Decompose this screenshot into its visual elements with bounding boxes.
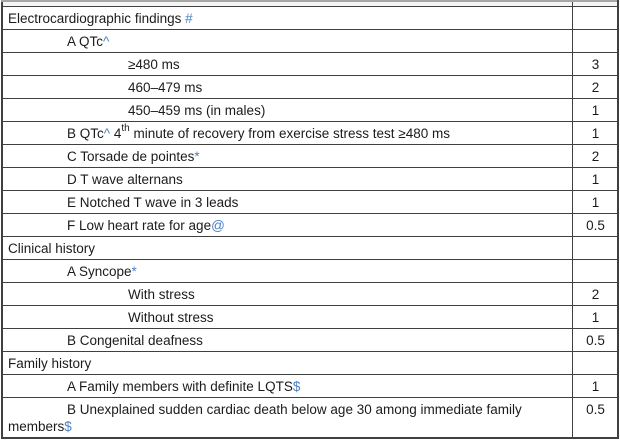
criterion-cell xyxy=(2,29,573,52)
criterion-text: B Congenital deafness xyxy=(67,332,203,348)
criterion-cell xyxy=(2,144,573,167)
criterion-text: With stress xyxy=(128,286,195,302)
criterion-text: ≥480 ms xyxy=(128,56,180,72)
points-cell: 1 xyxy=(573,121,619,144)
points-cell: 3 xyxy=(573,52,619,75)
points-cell xyxy=(573,6,619,29)
points-cell: 1 xyxy=(573,305,619,328)
criterion-text: 450–459 ms (in males) xyxy=(128,102,266,118)
criterion-cell xyxy=(2,213,573,236)
footnote-symbol: $ xyxy=(292,378,301,394)
criterion-text: A QTc xyxy=(67,33,104,49)
table-row xyxy=(2,144,618,167)
table-row xyxy=(2,75,618,98)
table-row xyxy=(2,397,618,438)
table-row xyxy=(2,121,618,144)
points-cell: 1 xyxy=(573,167,619,190)
table-row xyxy=(2,190,618,213)
table-row xyxy=(2,98,618,121)
footnote-symbol: ^ xyxy=(103,33,110,49)
criterion-text: 4 xyxy=(110,125,122,141)
points-cell: 2 xyxy=(573,75,619,98)
table-row xyxy=(2,328,618,351)
footnote-symbol: # xyxy=(185,10,193,26)
criterion-cell xyxy=(2,52,573,75)
points-cell: 0.5 xyxy=(573,397,619,438)
points-cell: 1 xyxy=(573,374,619,397)
table-row xyxy=(2,167,618,190)
criterion-text: Electrocardiographic findings xyxy=(8,10,186,26)
table-row xyxy=(2,52,618,75)
criterion-text: F Low heart rate for age xyxy=(67,217,212,233)
criterion-cell xyxy=(2,6,573,29)
criterion-cell xyxy=(2,236,573,259)
table-row xyxy=(2,213,618,236)
criterion-cell xyxy=(2,75,573,98)
points-cell: 0.5 xyxy=(573,213,619,236)
footnote-symbol: * xyxy=(194,148,200,164)
criterion-text: Without stress xyxy=(128,309,214,325)
points-cell xyxy=(573,259,619,282)
criterion-text: Clinical history xyxy=(8,240,96,256)
table-row xyxy=(2,259,618,282)
table-row xyxy=(2,29,618,52)
criterion-text: 460–479 ms xyxy=(128,79,203,95)
criterion-text: B Unexplained sudden cardiac death below age 30 among immediate family members xyxy=(8,401,522,434)
criterion-cell xyxy=(2,305,573,328)
table-row xyxy=(2,305,618,328)
criterion-text: minute of recovery from exercise stress test ≥480 ms xyxy=(129,125,450,141)
footnote-symbol: ^ xyxy=(103,125,111,141)
points-cell: 1 xyxy=(573,98,619,121)
table-row xyxy=(2,236,618,259)
superscript-text: th xyxy=(121,123,130,134)
points-cell: 2 xyxy=(573,144,619,167)
table-row xyxy=(2,374,618,397)
table-body xyxy=(2,1,618,438)
criterion-text: B QTc xyxy=(67,125,104,141)
footnote-symbol: @ xyxy=(211,217,225,233)
table-row xyxy=(2,351,618,374)
footnote-symbol: * xyxy=(131,263,137,279)
points-cell: 2 xyxy=(573,282,619,305)
criterion-text: A Family members with definite LQTS xyxy=(67,378,293,394)
criterion-cell xyxy=(2,351,573,374)
table-row xyxy=(2,6,618,29)
points-cell xyxy=(573,236,619,259)
criterion-cell xyxy=(2,190,573,213)
table-row xyxy=(2,282,618,305)
lqts-diagnostic-score-table xyxy=(1,0,619,439)
criterion-text: Family history xyxy=(8,355,92,371)
points-cell: 0.5 xyxy=(573,328,619,351)
criterion-text: C Torsade de pointes xyxy=(67,148,195,164)
criterion-cell xyxy=(2,397,573,438)
criterion-cell xyxy=(2,167,573,190)
criterion-text: D T wave alternans xyxy=(67,171,183,187)
points-cell xyxy=(573,351,619,374)
criterion-cell xyxy=(2,328,573,351)
points-cell xyxy=(573,29,619,52)
footnote-symbol: $ xyxy=(64,418,72,434)
criterion-cell xyxy=(2,259,573,282)
points-cell: 1 xyxy=(573,190,619,213)
criterion-text: A Syncope xyxy=(67,263,132,279)
criterion-text: E Notched T wave in 3 leads xyxy=(67,194,239,210)
criterion-cell xyxy=(2,98,573,121)
criterion-cell xyxy=(2,374,573,397)
criterion-cell xyxy=(2,282,573,305)
criterion-cell xyxy=(2,121,573,144)
